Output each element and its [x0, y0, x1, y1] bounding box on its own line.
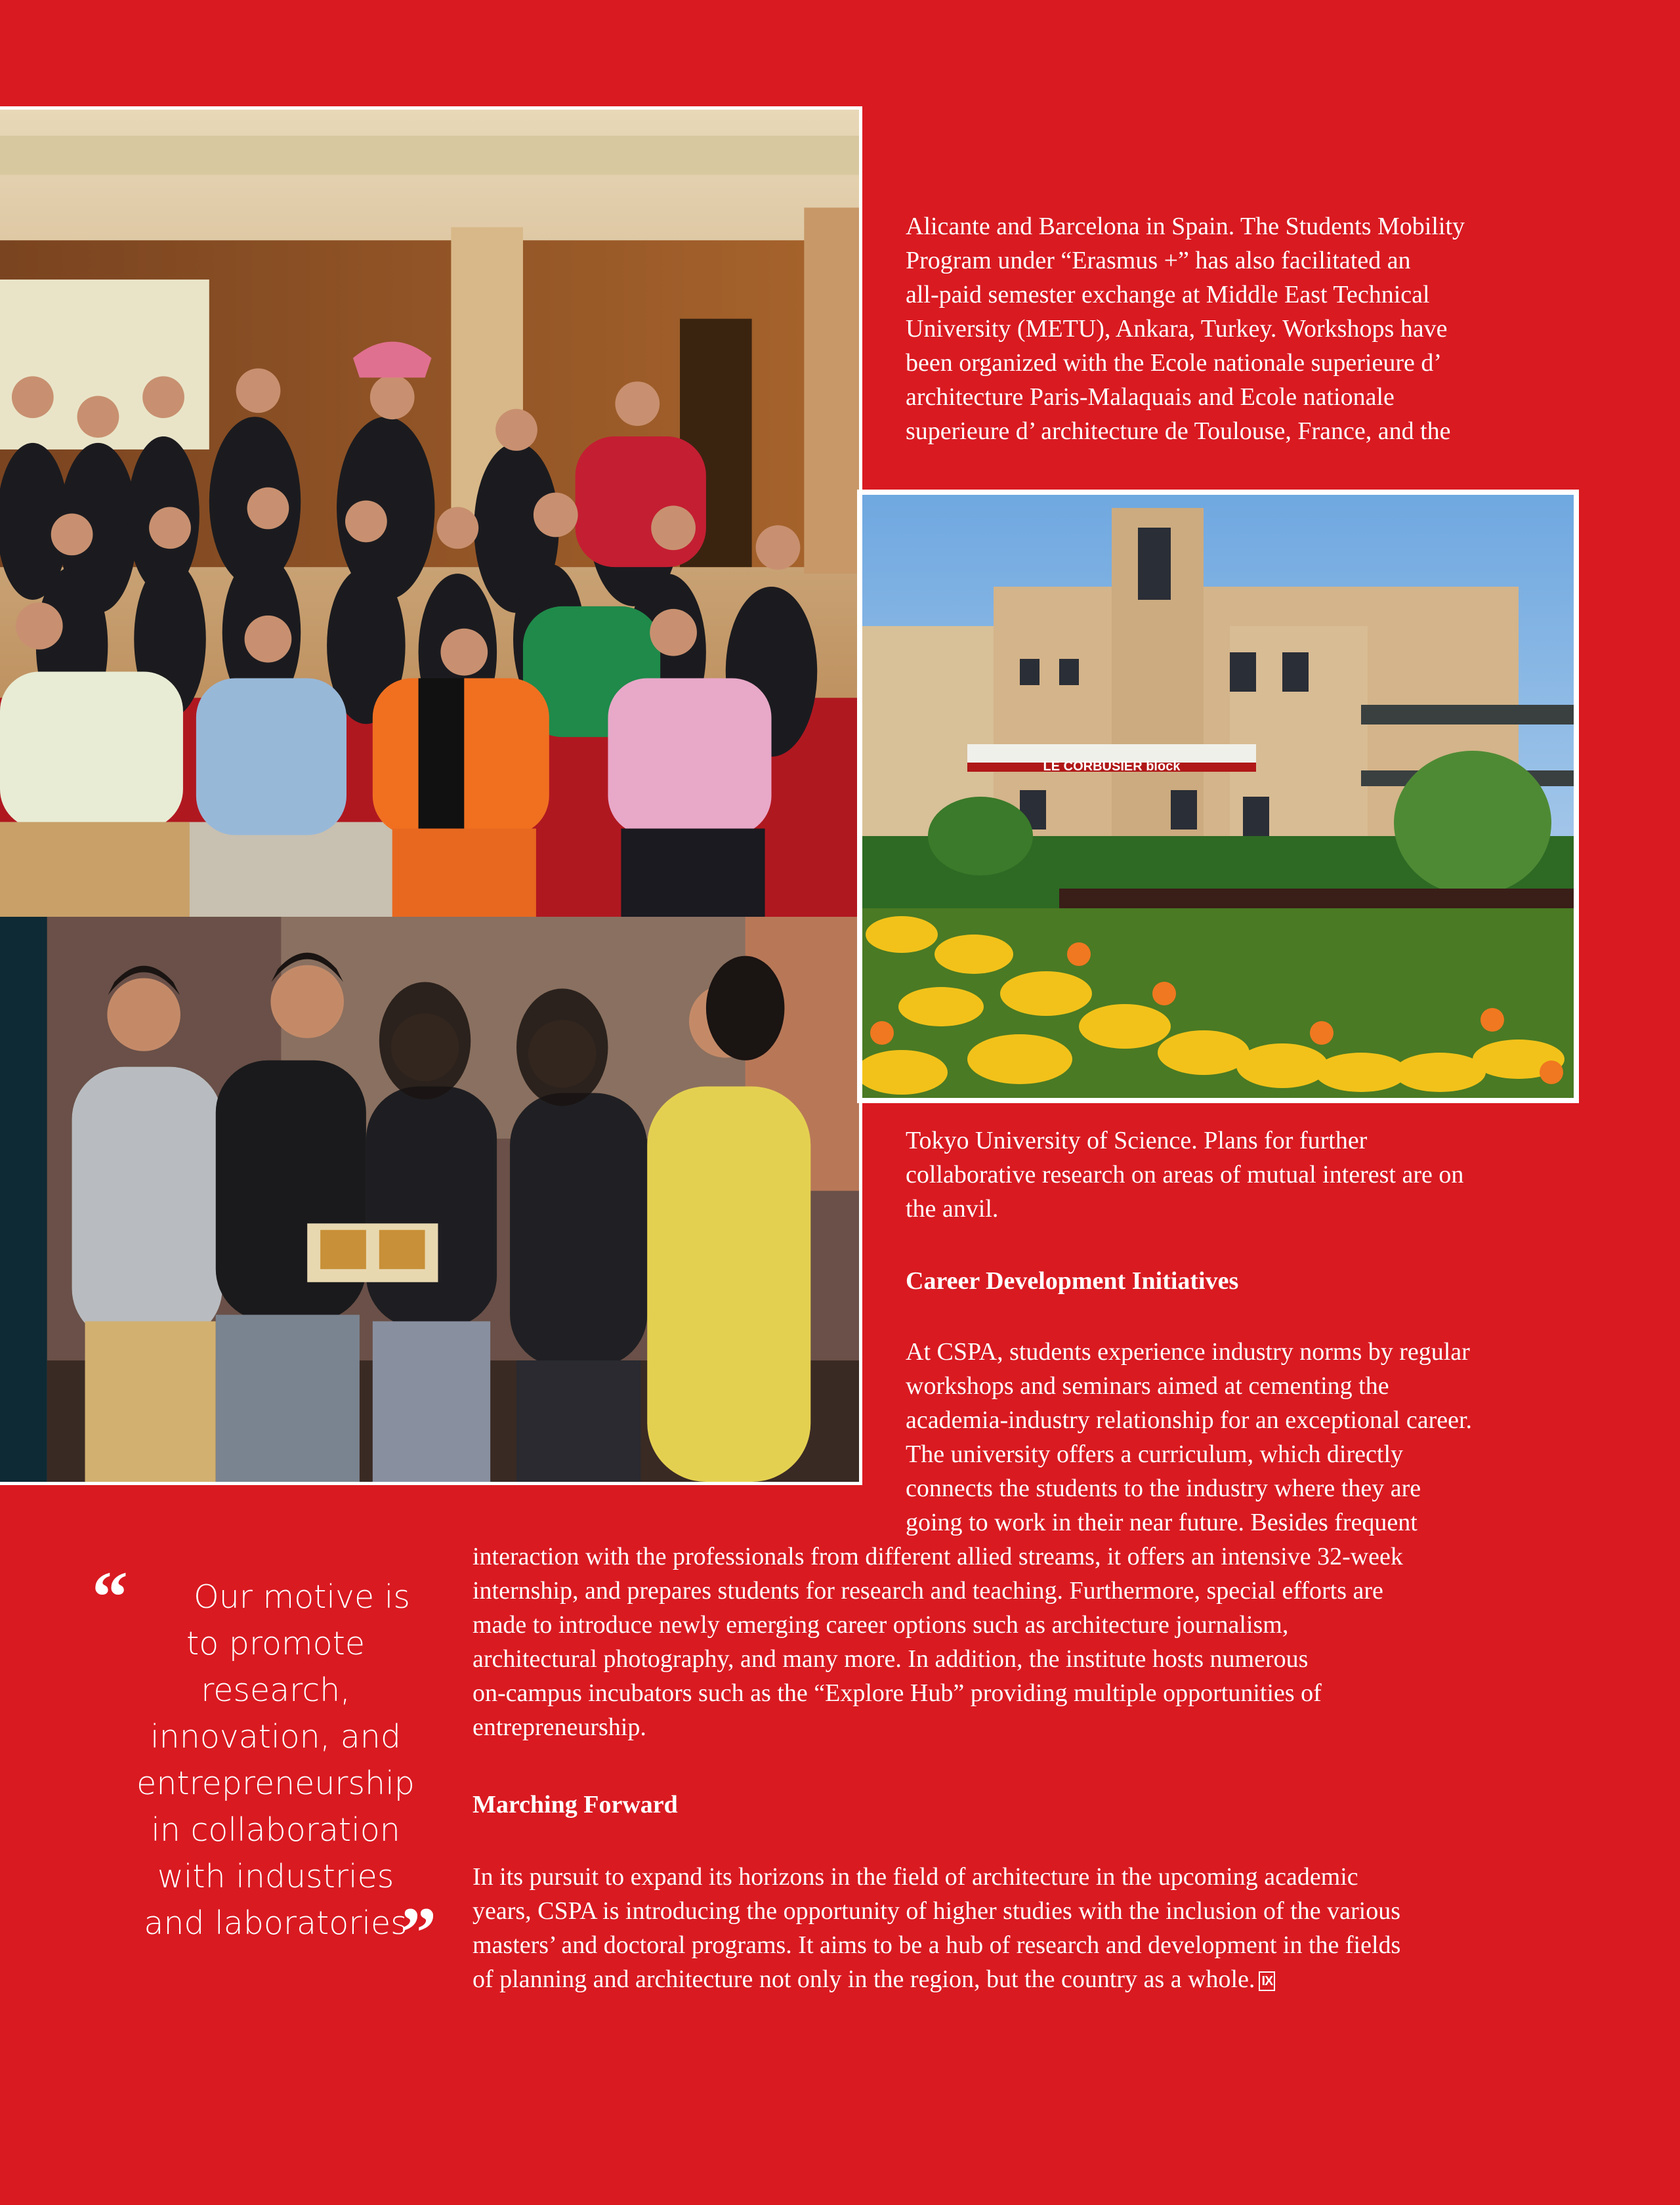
quote-line: research,: [201, 1671, 350, 1709]
career-paragraph: [906, 1335, 1588, 1540]
building-sign: LE CORBUSIER block: [1043, 759, 1181, 774]
text-line: Alicante and Barcelona in Spain. The Students Mobility: [906, 213, 1465, 240]
text-line: interaction with the professionals from different allied streams, it offers an intensive 32-week: [472, 1543, 1403, 1570]
building-photo-image: [862, 495, 1574, 1098]
text-line: In its pursuit to expand its horizons in the field of architecture in the upcoming academic: [472, 1863, 1358, 1891]
continuation-paragraph: [906, 1124, 1588, 1226]
quote-line: entrepreneurship: [136, 1765, 415, 1802]
end-of-article-mark: IX: [1259, 1971, 1275, 1991]
text-line: Program under “Erasmus +” has also facilitated an: [906, 247, 1411, 274]
text-line: The university offers a curriculum, which directly: [906, 1440, 1403, 1468]
text-line: been organized with the Ecole nationale superieure d’: [906, 349, 1442, 377]
text-line: academia-industry relationship for an exceptional career.: [906, 1406, 1473, 1434]
career-paragraph-continued: [472, 1540, 1588, 1744]
career-heading: Career Development Initiatives: [906, 1267, 1239, 1295]
quote-line: [105, 1574, 446, 1620]
quote-line: and laboratories: [144, 1904, 408, 1942]
text-line: superieure d’ architecture de Toulouse, France, and the: [906, 417, 1451, 445]
quote-line: to promote: [186, 1625, 365, 1662]
open-quote-mark: “: [92, 1557, 128, 1637]
quote-line: innovation, and: [150, 1718, 401, 1755]
text-line: workshops and seminars aimed at cementing the: [906, 1372, 1389, 1400]
award-photo: [0, 917, 862, 1485]
text-line: architectural photography, and many more. In addition, the institute hosts numerous: [472, 1645, 1309, 1673]
text-line: [472, 1962, 1588, 1996]
text-line: entrepreneurship.: [472, 1713, 646, 1741]
text-line: internship, and prepares students for research and teaching. Furthermore, special efforts are: [472, 1577, 1383, 1605]
text-line: masters’ and doctoral programs. It aims to be a hub of research and development in the fields: [472, 1931, 1401, 1959]
quote-line: with industries: [157, 1858, 394, 1895]
text-line: going to work in their near future. Besides frequent: [906, 1509, 1418, 1536]
building-photo: [857, 490, 1579, 1103]
marching-paragraph: [472, 1860, 1588, 1996]
group-photo: [0, 106, 862, 917]
quote-line: in collaboration: [151, 1811, 400, 1849]
text-line: all-paid semester exchange at Middle East Technical: [906, 281, 1430, 308]
pull-quote: [105, 1574, 446, 1946]
text-line-content: of planning and architecture not only in the region, but the country as a whole.: [472, 1965, 1255, 1993]
marching-heading: Marching Forward: [472, 1791, 678, 1818]
text-line: architecture Paris-Malaquais and Ecole nationale: [906, 383, 1395, 411]
text-line: years, CSPA is introducing the opportunity of higher studies with the inclusion of the various: [472, 1897, 1400, 1925]
intro-paragraph: [906, 209, 1588, 448]
quote-line-text: Our motive is: [194, 1578, 410, 1616]
text-line: the anvil.: [906, 1195, 999, 1223]
text-line: Tokyo University of Science. Plans for further: [906, 1127, 1368, 1154]
close-quote-mark: ”: [400, 1893, 436, 1973]
award-photo-image: [0, 917, 859, 1482]
text-line: on-campus incubators such as the “Explore Hub” providing multiple opportunities of: [472, 1679, 1322, 1707]
text-line: collaborative research on areas of mutual interest are on: [906, 1161, 1464, 1188]
text-line: made to introduce newly emerging career options such as architecture journalism,: [472, 1611, 1289, 1639]
text-line: connects the students to the industry where they are: [906, 1475, 1421, 1502]
text-line: University (METU), Ankara, Turkey. Workshops have: [906, 315, 1448, 343]
group-photo-image: [0, 110, 859, 917]
text-line: At CSPA, students experience industry norms by regular: [906, 1338, 1470, 1366]
